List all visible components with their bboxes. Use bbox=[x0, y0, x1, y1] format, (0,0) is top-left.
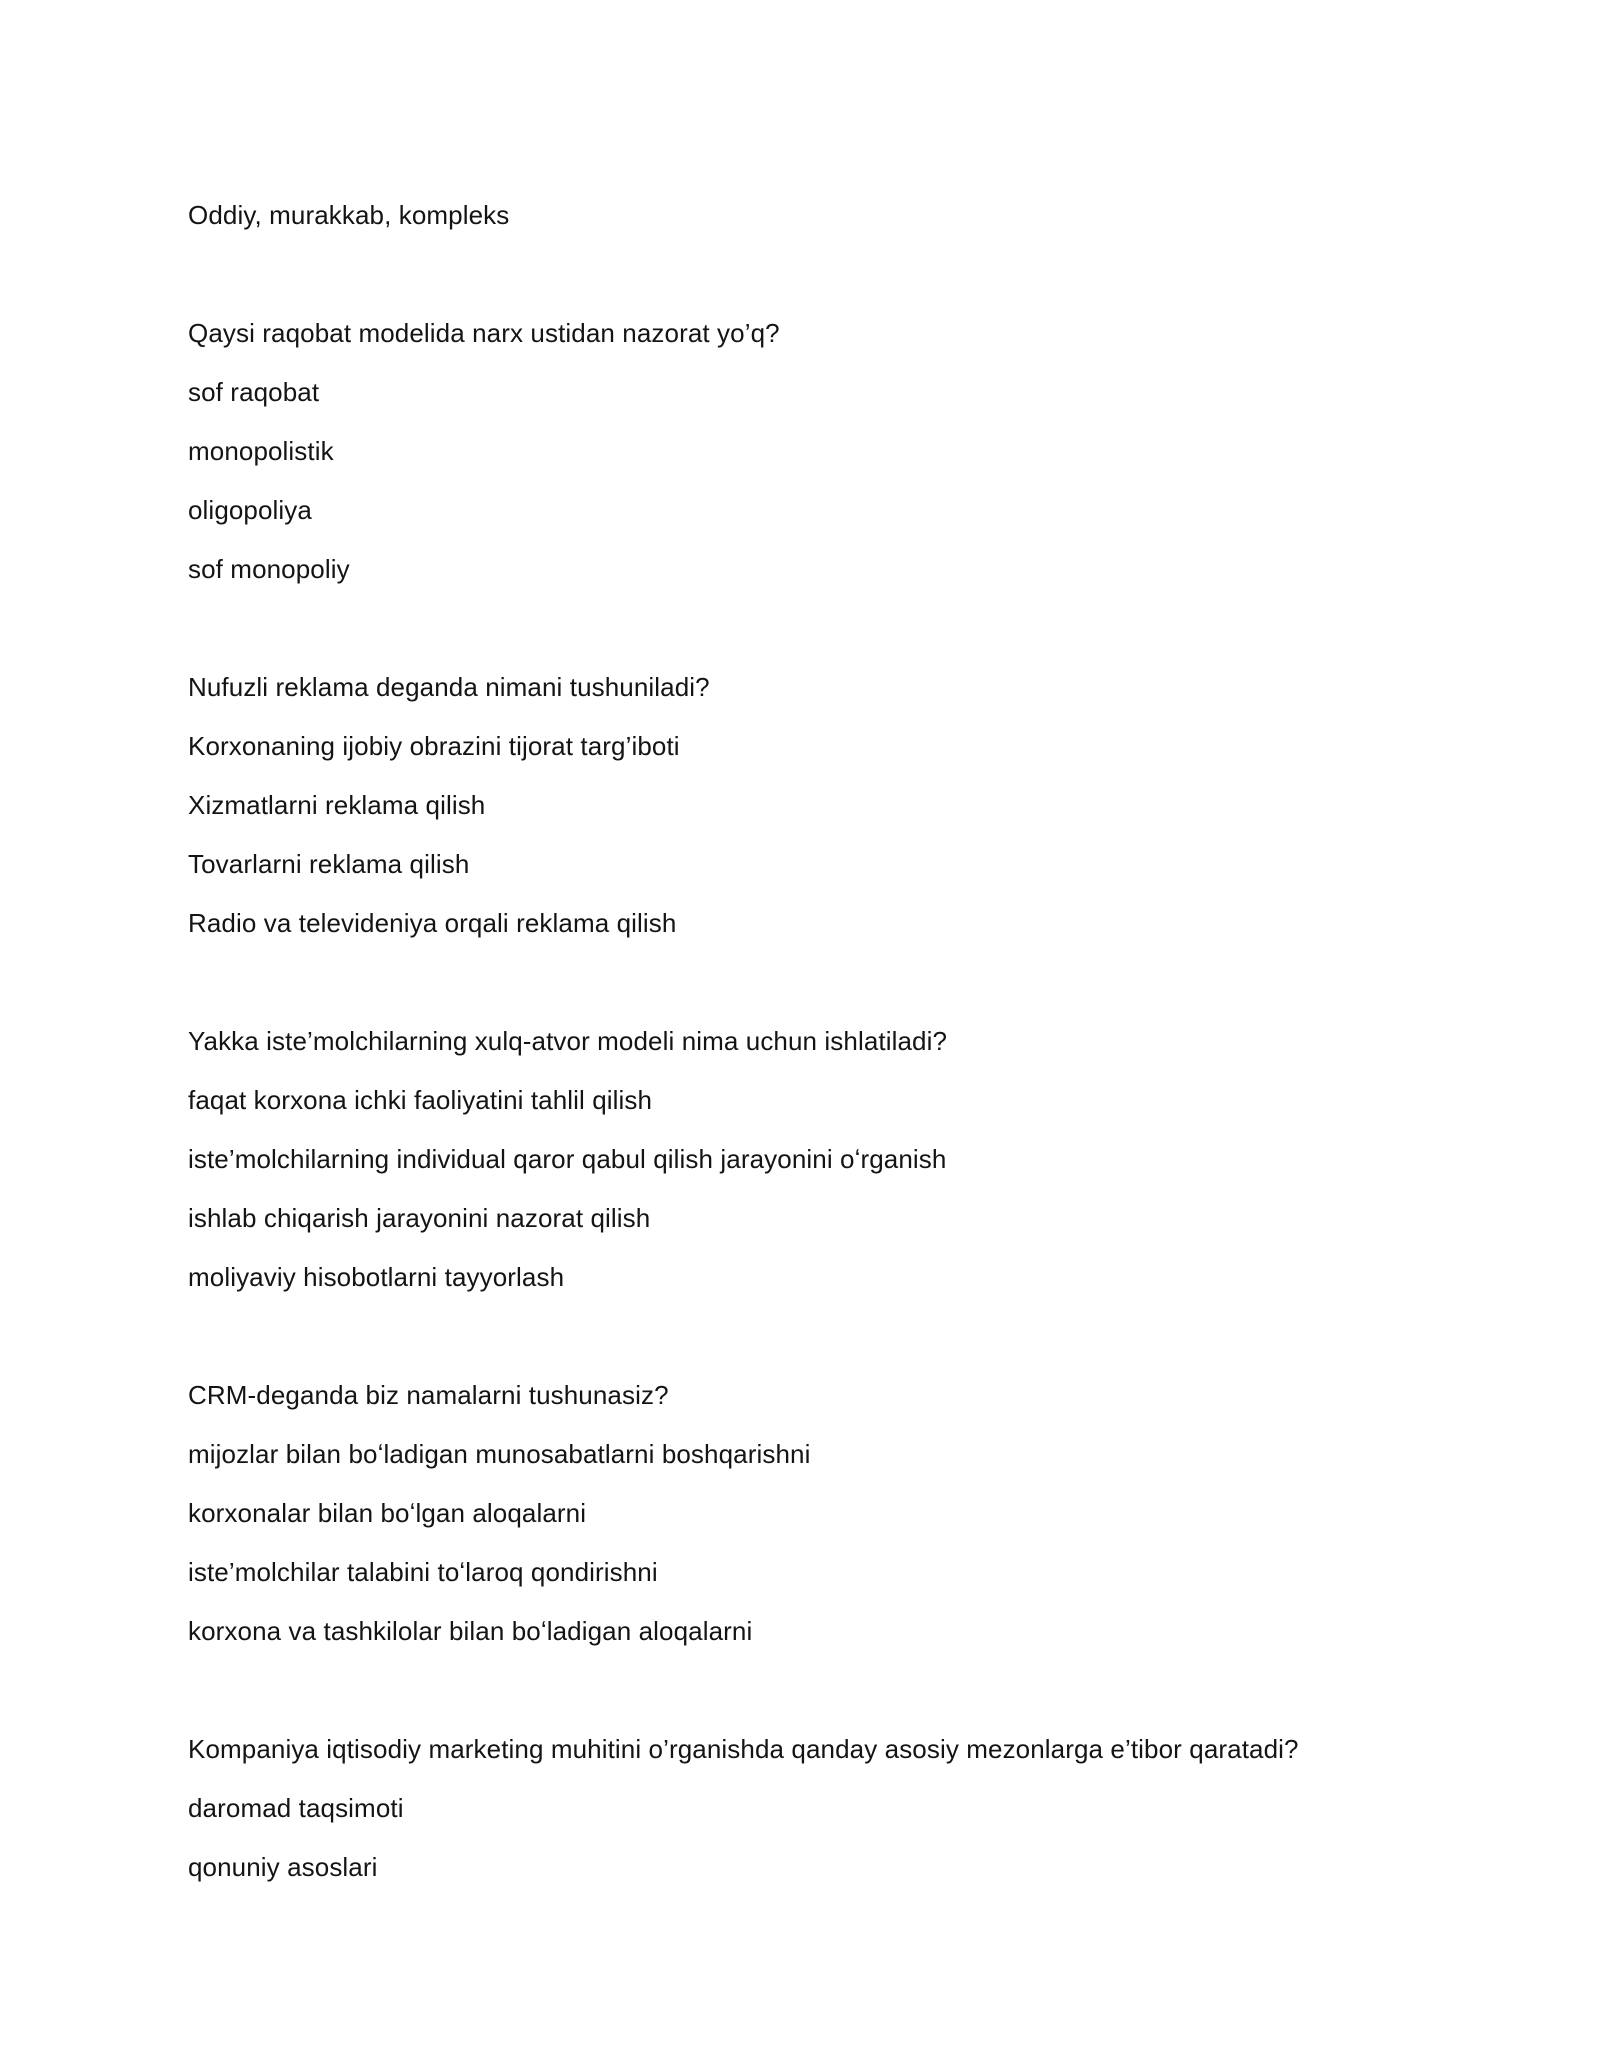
answer-option: sof raqobat bbox=[188, 377, 320, 407]
question-text: Qaysi raqobat modelida narx ustidan nazorat yo’q? bbox=[188, 318, 780, 348]
answer-option: oligopoliya bbox=[188, 495, 312, 525]
answer-option: monopolistik bbox=[188, 436, 334, 466]
answer-option: faqat korxona ichki faoliyatini tahlil qilish bbox=[188, 1085, 653, 1115]
answer-option: Xizmatlarni reklama qilish bbox=[188, 790, 486, 820]
question-text: Yakka iste’molchilarning xulq-atvor modeli nima uchun ishlatiladi? bbox=[188, 1026, 948, 1056]
answer-option: sof monopoliy bbox=[188, 554, 350, 584]
answer-option: mijozlar bilan boʻladigan munosabatlarni boshqarishni bbox=[188, 1439, 811, 1469]
question-block bbox=[188, 1720, 1508, 1897]
answer-option: korxona va tashkilolar bilan boʻladigan aloqalarni bbox=[188, 1616, 753, 1646]
spacer bbox=[188, 1307, 1508, 1366]
spacer bbox=[188, 1661, 1508, 1720]
question-text: Kompaniya iqtisodiy marketing muhitini o’rganishda qanday asosiy mezonlarga e’tibor qaratadi? bbox=[188, 1734, 1299, 1764]
spacer bbox=[188, 245, 1508, 304]
intro-line: Oddiy, murakkab, kompleks bbox=[188, 200, 510, 230]
answer-option: ishlab chiqarish jarayonini nazorat qilish bbox=[188, 1203, 651, 1233]
document-body bbox=[188, 186, 1508, 1897]
question-block bbox=[188, 658, 1508, 953]
spacer bbox=[188, 953, 1508, 1012]
question-block bbox=[188, 304, 1508, 599]
answer-option: iste’molchilarning individual qaror qabul qilish jarayonini oʻrganish bbox=[188, 1144, 947, 1174]
answer-option: daromad taqsimoti bbox=[188, 1793, 404, 1823]
question-text: CRM-deganda biz namalarni tushunasiz? bbox=[188, 1380, 669, 1410]
answer-option: Korxonaning ijobiy obrazini tijorat targ’iboti bbox=[188, 731, 680, 761]
question-block bbox=[188, 1366, 1508, 1661]
question-block bbox=[188, 1012, 1508, 1307]
answer-option: Tovarlarni reklama qilish bbox=[188, 849, 470, 879]
answer-option: qonuniy asoslari bbox=[188, 1852, 378, 1882]
answer-option: iste’molchilar talabini toʻlaroq qondirishni bbox=[188, 1557, 658, 1587]
answer-option: moliyaviy hisobotlarni tayyorlash bbox=[188, 1262, 565, 1292]
answer-option: korxonalar bilan boʻlgan aloqalarni bbox=[188, 1498, 587, 1528]
question-text: Nufuzli reklama deganda nimani tushuniladi? bbox=[188, 672, 710, 702]
spacer bbox=[188, 599, 1508, 658]
answer-option: Radio va televideniya orqali reklama qilish bbox=[188, 908, 677, 938]
